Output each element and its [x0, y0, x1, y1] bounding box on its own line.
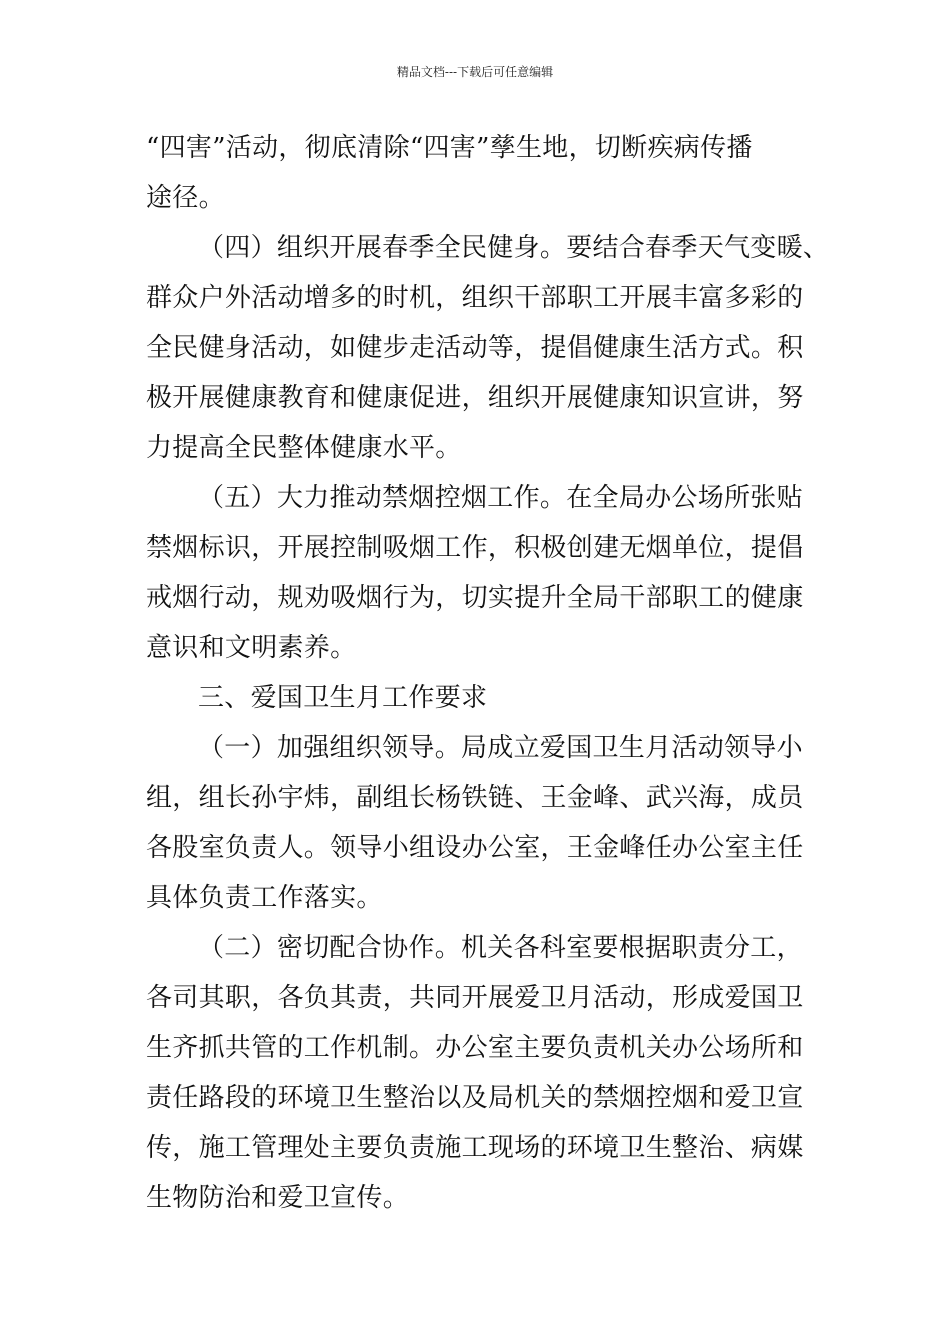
- text-line: 禁烟标识，开展控制吸烟工作，积极创建无烟单位，提倡: [146, 533, 804, 563]
- text-line: 全民健身活动，如健步走活动等，提倡健康生活方式。积: [146, 333, 804, 363]
- text-line: 极开展健康教育和健康促进，组织开展健康知识宣讲，努: [146, 383, 804, 413]
- text-line: 各司其职，各负其责，共同开展爱卫月活动，形成爱国卫: [146, 983, 804, 1013]
- text-line: 群众户外活动增多的时机，组织干部职工开展丰富多彩的: [146, 283, 804, 313]
- text-line: 戒烟行动，规劝吸烟行为，切实提升全局干部职工的健康: [146, 583, 804, 613]
- text-line: “四害”活动，彻底清除“四害”孳生地，切断疾病传播: [146, 133, 753, 163]
- paragraph-first-line: （四）组织开展春季全民健身。要结合春季天气变暖、: [198, 233, 830, 263]
- paragraph-first-line: （五）大力推动禁烟控烟工作。在全局办公场所张贴: [198, 483, 803, 513]
- section-heading: 三、爱国卫生月工作要求: [198, 683, 488, 713]
- text-line: 各股室负责人。领导小组设办公室，王金峰任办公室主任: [146, 833, 804, 863]
- text-line: 意识和文明素养。: [146, 633, 357, 663]
- text-line: 力提高全民整体健康水平。: [146, 433, 462, 463]
- text-line: 组，组长孙宇炜，副组长杨铁链、王金峰、武兴海，成员: [146, 783, 804, 813]
- text-line: 途径。: [146, 183, 225, 213]
- paragraph-first-line: （二）密切配合协作。机关各科室要根据职责分工，: [198, 933, 803, 963]
- text-line: 传，施工管理处主要负责施工现场的环境卫生整治、病媒: [146, 1133, 804, 1163]
- text-line: 责任路段的环境卫生整治以及局机关的禁烟控烟和爱卫宣: [146, 1083, 804, 1113]
- page-header: 精品文档---下载后可任意编辑: [396, 65, 554, 79]
- text-line: 生齐抓共管的工作机制。办公室主要负责机关办公场所和: [146, 1033, 804, 1063]
- paragraph-first-line: （一）加强组织领导。局成立爱国卫生月活动领导小: [198, 733, 803, 763]
- text-line: 具体负责工作落实。: [146, 883, 383, 913]
- text-line: 生物防治和爱卫宣传。: [146, 1183, 410, 1213]
